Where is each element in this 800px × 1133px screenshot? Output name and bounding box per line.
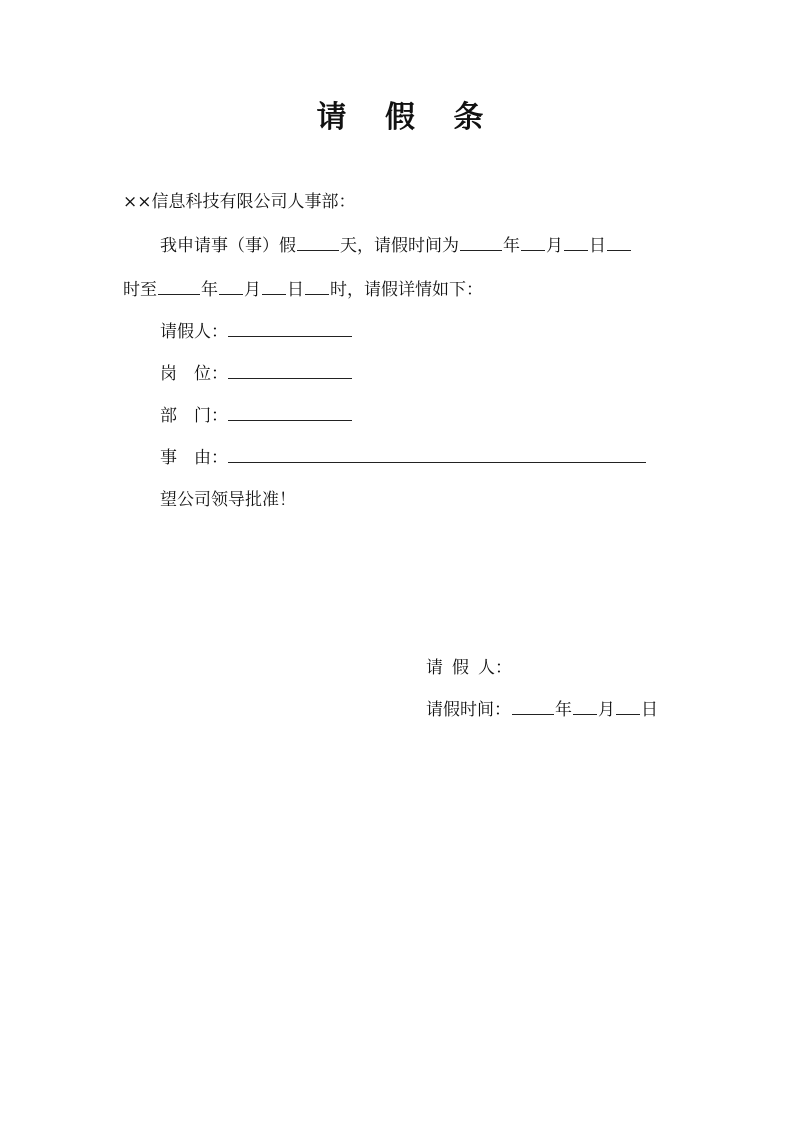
month-text: 月 xyxy=(546,236,563,256)
signature-date-label: 请假时间： xyxy=(426,700,511,720)
month-text: 月 xyxy=(598,700,615,720)
closing-text: 望公司领导批准！ xyxy=(160,490,296,510)
signature-year-blank[interactable] xyxy=(512,698,554,715)
signature-day-blank[interactable] xyxy=(616,698,640,715)
position-label: 位： xyxy=(194,364,228,384)
end-year-blank[interactable] xyxy=(158,278,200,295)
year-text: 年 xyxy=(503,236,520,256)
applicant-field xyxy=(160,320,352,344)
end-month-blank[interactable] xyxy=(219,278,243,295)
position-label: 岗 xyxy=(160,364,194,384)
document-title: 请 假 条 xyxy=(316,100,498,135)
signature-applicant-label: 人： xyxy=(478,658,512,678)
reason-field xyxy=(160,446,646,470)
position-input-line[interactable] xyxy=(228,362,352,379)
signature-applicant-label: 假 xyxy=(452,658,478,678)
signature-applicant xyxy=(426,656,512,680)
end-hour-blank[interactable] xyxy=(305,278,329,295)
department-input-line[interactable] xyxy=(228,404,352,421)
department-label: 门： xyxy=(194,406,228,426)
days-blank[interactable] xyxy=(297,234,339,251)
position-field xyxy=(160,362,352,386)
department-label: 部 xyxy=(160,406,194,426)
body-text: 时，请假详情如下： xyxy=(330,280,483,300)
year-text: 年 xyxy=(555,700,572,720)
month-text: 月 xyxy=(244,280,261,300)
applicant-label: 请假人： xyxy=(160,322,228,342)
body-text: 时至 xyxy=(123,280,157,300)
body-text: 天，请假时间为 xyxy=(340,236,459,256)
signature-month-blank[interactable] xyxy=(573,698,597,715)
day-text: 日 xyxy=(287,280,304,300)
day-text: 日 xyxy=(641,700,658,720)
reason-input-line[interactable] xyxy=(228,446,646,463)
start-day-blank[interactable] xyxy=(564,234,588,251)
day-text: 日 xyxy=(589,236,606,256)
year-text: 年 xyxy=(201,280,218,300)
signature-applicant-label: 请 xyxy=(426,658,452,678)
reason-label: 事 xyxy=(160,448,194,468)
body-line-2 xyxy=(123,278,483,302)
body-line-1 xyxy=(160,234,632,258)
body-text: 我申请事（事）假 xyxy=(160,236,296,256)
reason-label: 由： xyxy=(194,448,228,468)
addressee: ××信息科技有限公司人事部： xyxy=(123,192,356,212)
applicant-input-line[interactable] xyxy=(228,320,352,337)
start-month-blank[interactable] xyxy=(521,234,545,251)
end-day-blank[interactable] xyxy=(262,278,286,295)
signature-date xyxy=(426,698,658,722)
department-field xyxy=(160,404,352,428)
start-year-blank[interactable] xyxy=(460,234,502,251)
start-hour-blank[interactable] xyxy=(607,234,631,251)
